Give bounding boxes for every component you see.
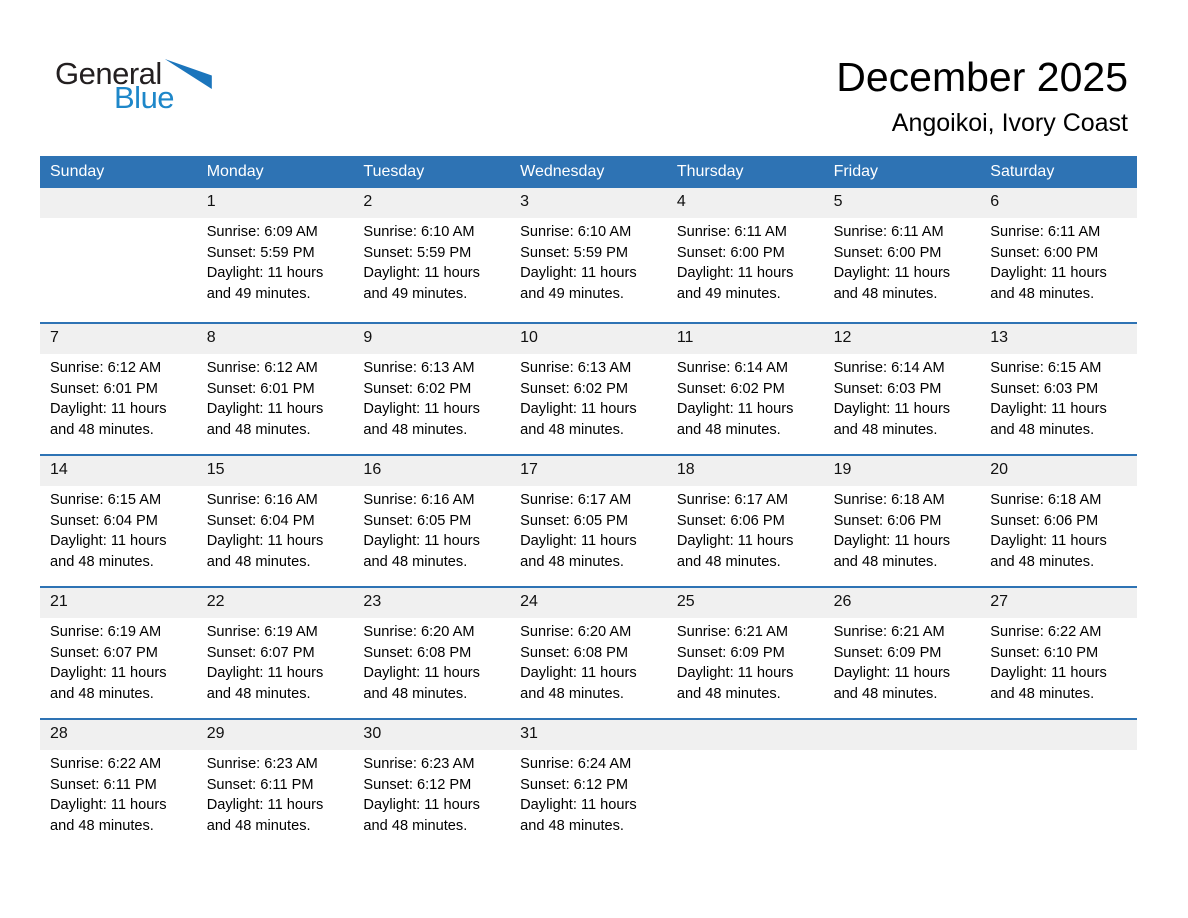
- day-details: [353, 750, 510, 836]
- day-cell: [510, 456, 667, 586]
- empty-day-cell: [40, 188, 197, 322]
- daylight-hours-line: Daylight: 11 hours: [50, 533, 167, 549]
- day-number: 16: [353, 456, 510, 486]
- daylight-minutes-line: and 48 minutes.: [50, 817, 154, 834]
- daylight-hours-line: Daylight: 11 hours: [50, 401, 167, 417]
- daylight-hours-line: Daylight: 11 hours: [833, 401, 951, 417]
- empty-day-cell: [667, 720, 824, 850]
- sunset-line: Sunset: 6:03 PM: [833, 380, 942, 397]
- day-cell: [824, 188, 981, 322]
- day-cell: [197, 324, 354, 454]
- sunset-line: Sunset: 6:02 PM: [676, 380, 785, 397]
- empty-day-cell: [980, 720, 1137, 850]
- sunrise-line: Sunrise: 6:11 AM: [833, 224, 944, 240]
- sunrise-line: Sunrise: 6:18 AM: [990, 492, 1102, 508]
- day-number: 9: [353, 324, 510, 354]
- daylight-minutes-line: and 48 minutes.: [990, 421, 1095, 438]
- day-number: 17: [510, 456, 667, 486]
- month-title: December 2025: [836, 54, 1128, 100]
- weekday-header-monday: Monday: [206, 163, 264, 180]
- daylight-hours-line: Daylight: 11 hours: [520, 797, 637, 813]
- day-details: [667, 618, 824, 704]
- weekday-header-row: [40, 156, 1137, 188]
- daylight-minutes-line: and 48 minutes.: [990, 285, 1095, 302]
- day-details: [824, 486, 981, 572]
- day-cell: [667, 588, 824, 718]
- week-row: [40, 322, 1137, 454]
- sunset-line: Sunset: 6:02 PM: [520, 380, 629, 397]
- weekday-header-saturday: Saturday: [990, 163, 1055, 180]
- daylight-hours-line: Daylight: 11 hours: [676, 665, 794, 681]
- title-block: [836, 55, 1128, 138]
- daylight-hours-line: Daylight: 11 hours: [833, 533, 951, 549]
- sunrise-line: Sunrise: 6:22 AM: [990, 624, 1102, 640]
- daylight-hours-line: Daylight: 11 hours: [206, 265, 324, 281]
- daylight-minutes-line: and 48 minutes.: [206, 817, 311, 834]
- daylight-hours-line: Daylight: 11 hours: [676, 401, 794, 417]
- sunrise-line: Sunrise: 6:13 AM: [520, 360, 632, 376]
- sunset-line: Sunset: 6:07 PM: [206, 644, 315, 661]
- daylight-minutes-line: and 48 minutes.: [676, 685, 781, 702]
- daylight-hours-line: Daylight: 11 hours: [990, 265, 1107, 281]
- day-number: [824, 720, 981, 750]
- day-cell: [824, 456, 981, 586]
- sunset-line: Sunset: 6:00 PM: [990, 244, 1099, 261]
- sunrise-line: Sunrise: 6:22 AM: [50, 756, 162, 772]
- daylight-minutes-line: and 48 minutes.: [50, 553, 154, 570]
- sunset-line: Sunset: 6:00 PM: [676, 244, 785, 261]
- sunrise-line: Sunrise: 6:20 AM: [520, 624, 632, 640]
- daylight-minutes-line: and 49 minutes.: [676, 285, 781, 302]
- day-number: 24: [510, 588, 667, 618]
- sunrise-line: Sunrise: 6:13 AM: [363, 360, 475, 376]
- daylight-hours-line: Daylight: 11 hours: [676, 265, 794, 281]
- week-row: [40, 586, 1137, 718]
- day-details: [824, 750, 981, 754]
- day-details: [197, 486, 354, 572]
- week-row: [40, 454, 1137, 586]
- sunset-line: Sunset: 6:12 PM: [520, 776, 629, 793]
- daylight-minutes-line: and 48 minutes.: [833, 421, 938, 438]
- day-number: 30: [353, 720, 510, 750]
- day-number: 25: [667, 588, 824, 618]
- logo-word-general: General: [55, 56, 162, 91]
- daylight-hours-line: Daylight: 11 hours: [520, 401, 637, 417]
- day-details: [353, 486, 510, 572]
- sunrise-line: Sunrise: 6:11 AM: [676, 224, 787, 240]
- day-cell: [353, 456, 510, 586]
- daylight-minutes-line: and 48 minutes.: [520, 553, 624, 570]
- daylight-minutes-line: and 48 minutes.: [206, 685, 311, 702]
- day-number: [980, 720, 1137, 750]
- sunrise-line: Sunrise: 6:10 AM: [520, 224, 632, 240]
- day-details: [510, 750, 667, 836]
- day-details: [510, 354, 667, 440]
- day-details: [197, 618, 354, 704]
- sunset-line: Sunset: 6:11 PM: [206, 776, 314, 793]
- daylight-minutes-line: and 48 minutes.: [363, 421, 468, 438]
- daylight-minutes-line: and 48 minutes.: [990, 553, 1095, 570]
- day-details: [353, 354, 510, 440]
- sunset-line: Sunset: 6:08 PM: [520, 644, 629, 661]
- day-details: [667, 218, 824, 304]
- day-number: 14: [40, 456, 197, 486]
- daylight-minutes-line: and 48 minutes.: [676, 421, 781, 438]
- calendar-weeks: [40, 188, 1137, 850]
- day-details: [980, 618, 1137, 704]
- sunset-line: Sunset: 6:10 PM: [990, 644, 1099, 661]
- daylight-hours-line: Daylight: 11 hours: [990, 533, 1107, 549]
- daylight-hours-line: Daylight: 11 hours: [206, 665, 324, 681]
- sunrise-line: Sunrise: 6:19 AM: [206, 624, 318, 640]
- daylight-hours-line: Daylight: 11 hours: [990, 665, 1107, 681]
- daylight-hours-line: Daylight: 11 hours: [520, 265, 637, 281]
- day-cell: [980, 188, 1137, 322]
- sunrise-line: Sunrise: 6:10 AM: [363, 224, 475, 240]
- weekday-header-sunday: Sunday: [50, 163, 105, 180]
- daylight-minutes-line: and 48 minutes.: [833, 285, 938, 302]
- daylight-minutes-line: and 48 minutes.: [50, 685, 154, 702]
- day-number: 22: [197, 588, 354, 618]
- day-details: [667, 354, 824, 440]
- daylight-minutes-line: and 48 minutes.: [206, 421, 311, 438]
- sunrise-line: Sunrise: 6:16 AM: [363, 492, 475, 508]
- daylight-minutes-line: and 48 minutes.: [50, 421, 154, 438]
- day-details: [980, 354, 1137, 440]
- sunrise-line: Sunrise: 6:12 AM: [206, 360, 318, 376]
- daylight-hours-line: Daylight: 11 hours: [206, 401, 324, 417]
- sunset-line: Sunset: 6:05 PM: [363, 512, 472, 529]
- day-number: 12: [824, 324, 981, 354]
- daylight-minutes-line: and 48 minutes.: [520, 685, 624, 702]
- sunset-line: Sunset: 6:03 PM: [990, 380, 1099, 397]
- daylight-minutes-line: and 49 minutes.: [520, 285, 624, 302]
- day-details: [40, 486, 197, 572]
- day-cell: [667, 324, 824, 454]
- daylight-hours-line: Daylight: 11 hours: [206, 533, 324, 549]
- day-cell: [824, 588, 981, 718]
- day-cell: [824, 324, 981, 454]
- day-number: 18: [667, 456, 824, 486]
- sunset-line: Sunset: 6:07 PM: [50, 644, 158, 661]
- sunset-line: Sunset: 5:59 PM: [520, 244, 629, 261]
- daylight-minutes-line: and 48 minutes.: [833, 553, 938, 570]
- day-number: 21: [40, 588, 197, 618]
- sunset-line: Sunset: 6:08 PM: [363, 644, 472, 661]
- day-number: [40, 188, 197, 218]
- day-number: 26: [824, 588, 981, 618]
- day-cell: [980, 456, 1137, 586]
- daylight-minutes-line: and 49 minutes.: [363, 285, 468, 302]
- daylight-hours-line: Daylight: 11 hours: [990, 401, 1107, 417]
- day-cell: [353, 720, 510, 850]
- day-cell: [510, 588, 667, 718]
- day-number: 20: [980, 456, 1137, 486]
- week-row: [40, 718, 1137, 850]
- daylight-minutes-line: and 48 minutes.: [363, 817, 468, 834]
- daylight-hours-line: Daylight: 11 hours: [50, 665, 167, 681]
- weekday-header-thursday: Thursday: [676, 163, 744, 180]
- sunset-line: Sunset: 6:01 PM: [206, 380, 315, 397]
- sunrise-line: Sunrise: 6:17 AM: [676, 492, 788, 508]
- day-details: [353, 618, 510, 704]
- sunrise-line: Sunrise: 6:21 AM: [676, 624, 788, 640]
- day-number: 15: [197, 456, 354, 486]
- sunset-line: Sunset: 6:04 PM: [50, 512, 158, 529]
- day-cell: [510, 324, 667, 454]
- day-number: 6: [980, 188, 1137, 218]
- day-cell: [40, 324, 197, 454]
- sunset-line: Sunset: 6:05 PM: [520, 512, 629, 529]
- sunset-line: Sunset: 6:12 PM: [363, 776, 472, 793]
- day-details: [667, 750, 824, 754]
- sunset-line: Sunset: 6:06 PM: [833, 512, 942, 529]
- daylight-minutes-line: and 48 minutes.: [833, 685, 938, 702]
- sunrise-line: Sunrise: 6:16 AM: [206, 492, 318, 508]
- day-number: 27: [980, 588, 1137, 618]
- day-cell: [667, 456, 824, 586]
- day-details: [824, 218, 981, 304]
- day-details: [510, 486, 667, 572]
- daylight-hours-line: Daylight: 11 hours: [363, 533, 480, 549]
- day-details: [40, 354, 197, 440]
- sunrise-line: Sunrise: 6:14 AM: [676, 360, 788, 376]
- sunset-line: Sunset: 6:06 PM: [676, 512, 785, 529]
- day-cell: [40, 720, 197, 850]
- day-details: [510, 218, 667, 304]
- day-number: 3: [510, 188, 667, 218]
- day-cell: [980, 324, 1137, 454]
- daylight-hours-line: Daylight: 11 hours: [833, 265, 951, 281]
- daylight-hours-line: Daylight: 11 hours: [363, 665, 480, 681]
- day-number: 4: [667, 188, 824, 218]
- week-row: [40, 188, 1137, 322]
- day-details: [980, 750, 1137, 754]
- daylight-hours-line: Daylight: 11 hours: [833, 665, 951, 681]
- day-cell: [197, 188, 354, 322]
- day-number: 8: [197, 324, 354, 354]
- day-details: [40, 218, 197, 222]
- day-details: [197, 750, 354, 836]
- day-cell: [980, 588, 1137, 718]
- sunset-line: Sunset: 6:01 PM: [50, 380, 158, 397]
- day-number: 1: [197, 188, 354, 218]
- sunset-line: Sunset: 6:09 PM: [833, 644, 942, 661]
- daylight-minutes-line: and 48 minutes.: [676, 553, 781, 570]
- sunset-line: Sunset: 5:59 PM: [206, 244, 315, 261]
- day-details: [510, 618, 667, 704]
- sunrise-line: Sunrise: 6:24 AM: [520, 756, 632, 772]
- day-cell: [353, 588, 510, 718]
- calendar-table: [40, 156, 1137, 850]
- sunset-line: Sunset: 6:04 PM: [206, 512, 315, 529]
- day-number: 13: [980, 324, 1137, 354]
- day-details: [980, 218, 1137, 304]
- day-details: [40, 618, 197, 704]
- day-number: 31: [510, 720, 667, 750]
- weekday-header-tuesday: Tuesday: [363, 163, 425, 180]
- day-cell: [510, 188, 667, 322]
- daylight-minutes-line: and 48 minutes.: [520, 817, 624, 834]
- sunrise-line: Sunrise: 6:11 AM: [990, 224, 1101, 240]
- day-cell: [40, 456, 197, 586]
- day-number: 29: [197, 720, 354, 750]
- weekday-header-wednesday: Wednesday: [520, 163, 605, 180]
- sunrise-line: Sunrise: 6:15 AM: [50, 492, 162, 508]
- sunset-line: Sunset: 6:09 PM: [676, 644, 785, 661]
- day-details: [197, 218, 354, 304]
- daylight-minutes-line: and 48 minutes.: [206, 553, 311, 570]
- daylight-minutes-line: and 49 minutes.: [206, 285, 311, 302]
- day-number: 2: [353, 188, 510, 218]
- daylight-hours-line: Daylight: 11 hours: [363, 797, 480, 813]
- daylight-minutes-line: and 48 minutes.: [363, 685, 468, 702]
- day-cell: [353, 324, 510, 454]
- daylight-hours-line: Daylight: 11 hours: [363, 265, 480, 281]
- day-cell: [197, 588, 354, 718]
- daylight-hours-line: Daylight: 11 hours: [363, 401, 480, 417]
- day-details: [824, 354, 981, 440]
- day-details: [980, 486, 1137, 572]
- day-number: 5: [824, 188, 981, 218]
- day-cell: [197, 456, 354, 586]
- day-cell: [197, 720, 354, 850]
- sunrise-line: Sunrise: 6:18 AM: [833, 492, 945, 508]
- day-details: [353, 218, 510, 304]
- daylight-minutes-line: and 48 minutes.: [363, 553, 468, 570]
- sunrise-line: Sunrise: 6:20 AM: [363, 624, 475, 640]
- logo-word-blue: Blue: [114, 80, 175, 115]
- sunrise-line: Sunrise: 6:19 AM: [50, 624, 162, 640]
- day-details: [824, 618, 981, 704]
- daylight-hours-line: Daylight: 11 hours: [520, 533, 637, 549]
- sunrise-line: Sunrise: 6:14 AM: [833, 360, 945, 376]
- day-cell: [40, 588, 197, 718]
- daylight-hours-line: Daylight: 11 hours: [206, 797, 324, 813]
- general-blue-logo: [55, 58, 212, 113]
- day-number: 28: [40, 720, 197, 750]
- day-number: 10: [510, 324, 667, 354]
- sunrise-line: Sunrise: 6:12 AM: [50, 360, 162, 376]
- day-details: [40, 750, 197, 836]
- day-cell: [667, 188, 824, 322]
- sunrise-line: Sunrise: 6:17 AM: [520, 492, 632, 508]
- daylight-hours-line: Daylight: 11 hours: [676, 533, 794, 549]
- sunset-line: Sunset: 5:59 PM: [363, 244, 472, 261]
- daylight-minutes-line: and 48 minutes.: [990, 685, 1095, 702]
- empty-day-cell: [824, 720, 981, 850]
- day-details: [197, 354, 354, 440]
- sunset-line: Sunset: 6:00 PM: [833, 244, 942, 261]
- sunset-line: Sunset: 6:11 PM: [50, 776, 157, 793]
- day-number: 11: [667, 324, 824, 354]
- day-number: 23: [353, 588, 510, 618]
- daylight-minutes-line: and 48 minutes.: [520, 421, 624, 438]
- day-cell: [510, 720, 667, 850]
- sunrise-line: Sunrise: 6:09 AM: [206, 224, 318, 240]
- day-number: 7: [40, 324, 197, 354]
- day-details: [667, 486, 824, 572]
- sunrise-line: Sunrise: 6:23 AM: [206, 756, 318, 772]
- daylight-hours-line: Daylight: 11 hours: [520, 665, 637, 681]
- daylight-hours-line: Daylight: 11 hours: [50, 797, 167, 813]
- day-number: 19: [824, 456, 981, 486]
- sunrise-line: Sunrise: 6:15 AM: [990, 360, 1102, 376]
- sunset-line: Sunset: 6:02 PM: [363, 380, 472, 397]
- sunset-line: Sunset: 6:06 PM: [990, 512, 1099, 529]
- day-cell: [353, 188, 510, 322]
- sunrise-line: Sunrise: 6:23 AM: [363, 756, 475, 772]
- day-number: [667, 720, 824, 750]
- location-subtitle: Angoikoi, Ivory Coast: [891, 109, 1128, 138]
- sunrise-line: Sunrise: 6:21 AM: [833, 624, 945, 640]
- weekday-header-friday: Friday: [833, 163, 879, 180]
